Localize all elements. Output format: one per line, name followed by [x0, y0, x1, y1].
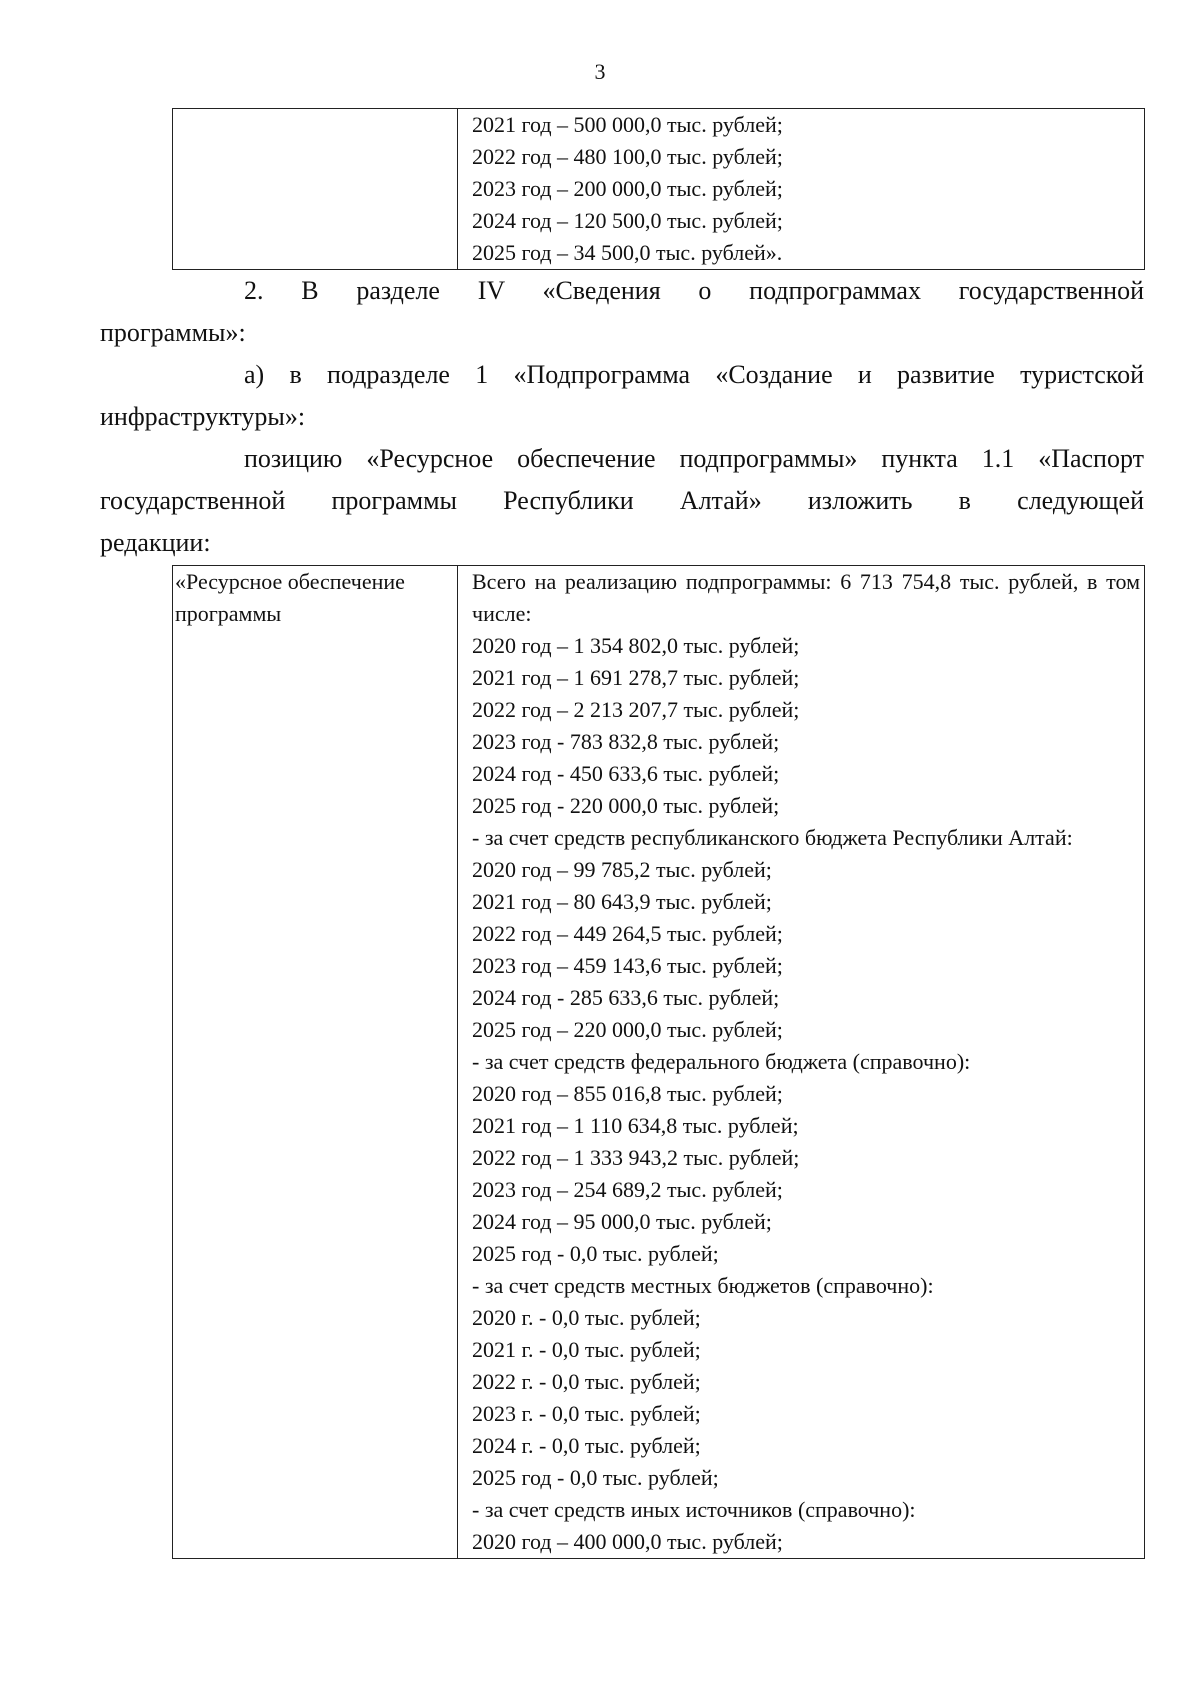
list-item: 2024 г. - 0,0 тыс. рублей; [472, 1433, 701, 1458]
list-item: 2025 год - 0,0 тыс. рублей; [472, 1465, 719, 1490]
list-item: 2025 год - 0,0 тыс. рублей; [472, 1241, 719, 1266]
list-item: 2022 год – 1 333 943,2 тыс. рублей; [472, 1145, 800, 1170]
list-item: 2023 г. - 0,0 тыс. рублей; [472, 1401, 701, 1426]
paragraph-line: редакции: [100, 528, 211, 557]
list-item: 2024 год - 450 633,6 тыс. рублей; [472, 761, 780, 786]
list-item: 2022 год – 480 100,0 тыс. рублей; [472, 144, 783, 169]
list-item: - за счет средств республиканского бюджета Республики Алтай: [472, 825, 1073, 850]
table-cell-empty [173, 109, 458, 270]
list-item: - за счет средств федерального бюджета (справочно): [472, 1049, 971, 1074]
list-item: 2022 г. - 0,0 тыс. рублей; [472, 1369, 701, 1394]
list-item: 2023 год – 254 689,2 тыс. рублей; [472, 1177, 783, 1202]
list-item: 2021 год – 500 000,0 тыс. рублей; [472, 112, 783, 137]
paragraph-line: государственной программы Республики Алтай» изложить в следующей [100, 486, 1144, 515]
list-item: - за счет средств местных бюджетов (справочно): [472, 1273, 934, 1298]
list-item: 2023 год – 200 000,0 тыс. рублей; [472, 176, 783, 201]
list-item: 2024 год – 95 000,0 тыс. рублей; [472, 1209, 772, 1234]
table-row [173, 566, 1145, 1559]
list-item: 2020 год – 1 354 802,0 тыс. рублей; [472, 633, 800, 658]
list-item: 2025 год – 220 000,0 тыс. рублей; [472, 1017, 783, 1042]
list-item: 2021 год – 1 691 278,7 тыс. рублей; [472, 665, 800, 690]
list-item: 2020 год – 855 016,8 тыс. рублей; [472, 1081, 783, 1106]
list-item: - за счет средств иных источников (справочно): [472, 1497, 916, 1522]
list-item: 2022 год – 449 264,5 тыс. рублей; [472, 921, 783, 946]
paragraph-line: 2. В разделе IV «Сведения о подпрограммах государственной [244, 276, 1144, 305]
resource-intro: Всего на реализацию подпрограммы: 6 713 754,8 тыс. рублей, в том числе: [472, 569, 1140, 626]
paragraph-line: программы»: [100, 318, 246, 347]
list-item: 2020 г. - 0,0 тыс. рублей; [472, 1305, 701, 1330]
paragraph-line: инфраструктуры»: [100, 402, 306, 431]
list-item: 2020 год – 400 000,0 тыс. рублей; [472, 1529, 783, 1554]
resource-provision-table [172, 565, 1145, 1559]
paragraph-position [100, 438, 1144, 564]
list-item: 2023 год – 459 143,6 тыс. рублей; [472, 953, 783, 978]
list-item: 2024 год – 120 500,0 тыс. рублей; [472, 208, 783, 233]
paragraph-line: а) в подразделе 1 «Подпрограмма «Создание и развитие туристской [244, 360, 1144, 389]
list-item: 2021 год – 80 643,9 тыс. рублей; [472, 889, 772, 914]
funding-table-continued [172, 108, 1145, 270]
paragraph-line: позицию «Ресурсное обеспечение подпрограммы» пункта 1.1 «Паспорт [244, 444, 1144, 473]
table-cell-values [458, 109, 1145, 270]
page-number: 3 [594, 59, 606, 84]
paragraph-subsection-1 [100, 354, 1144, 438]
list-item: 2023 год - 783 832,8 тыс. рублей; [472, 729, 780, 754]
list-item: 2024 год - 285 633,6 тыс. рублей; [472, 985, 780, 1010]
list-item: 2020 год – 99 785,2 тыс. рублей; [472, 857, 772, 882]
resource-label-cell [173, 566, 458, 1559]
list-item: 2022 год – 2 213 207,7 тыс. рублей; [472, 697, 800, 722]
list-item: 2025 год – 34 500,0 тыс. рублей». [472, 240, 783, 265]
table-row [173, 109, 1145, 270]
list-item: 2021 год – 1 110 634,8 тыс. рублей; [472, 1113, 799, 1138]
resource-label: «Ресурсное обеспечение программы [175, 569, 405, 626]
resource-values-cell [458, 566, 1145, 1559]
paragraph-section-iv [100, 270, 1144, 354]
list-item: 2021 г. - 0,0 тыс. рублей; [472, 1337, 701, 1362]
list-item: 2025 год - 220 000,0 тыс. рублей; [472, 793, 780, 818]
